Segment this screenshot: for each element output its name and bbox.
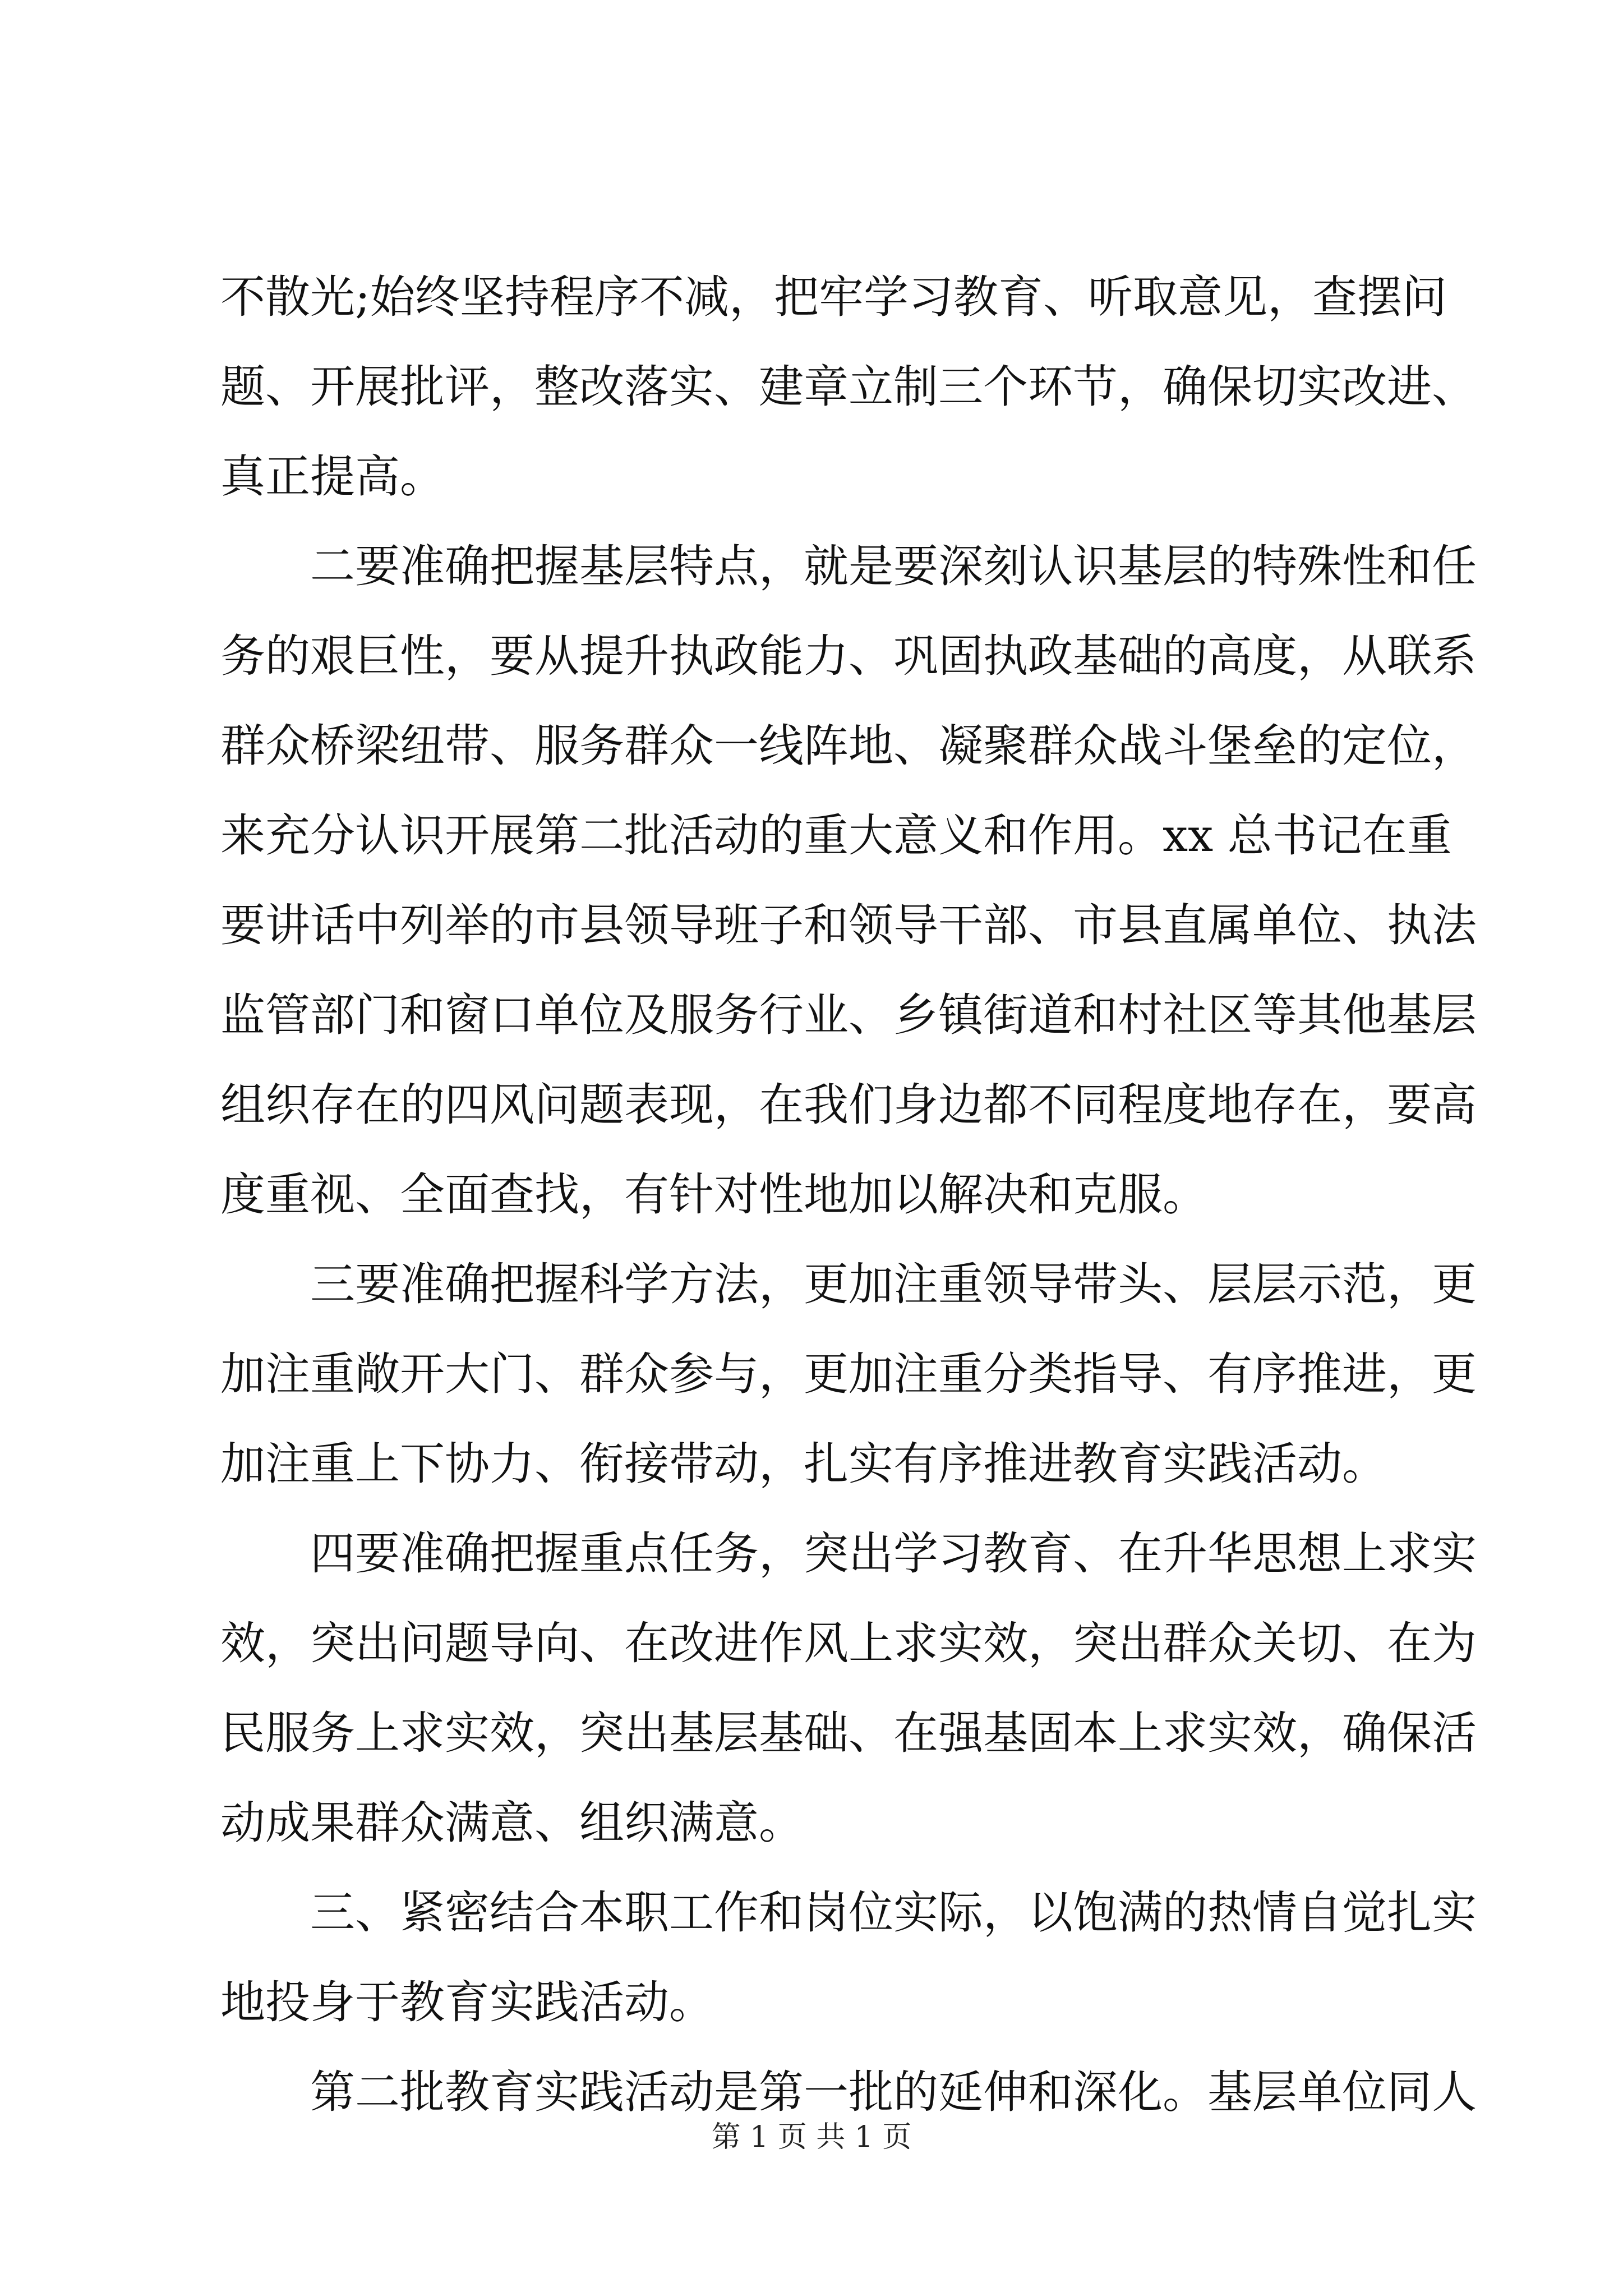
text-line: 民服务上求实效，突出基层基础、在强基固本上求实效，确保活 — [220, 1707, 1477, 1759]
text-line: 效，突出问题导向、在改进作风上求实效，突出群众关切、在为 — [220, 1617, 1477, 1669]
text-line: 度重视、全面查找，有针对性地加以解决和克服。 — [220, 1168, 1207, 1221]
text-line: 动成果群众满意、组织满意。 — [220, 1797, 804, 1849]
text-line: 三、紧密结合本职工作和岗位实际，以饱满的热情自觉扎实 — [310, 1887, 1477, 1939]
text-line: 加注重上下协力、衔接带动，扎实有序推进教育实践活动。 — [220, 1438, 1387, 1490]
text-line: 四要准确把握重点任务，突出学习教育、在升华思想上求实 — [310, 1527, 1477, 1580]
page-footer: 第 1 页 共 1 页 — [711, 2120, 912, 2154]
text-line: 地投身于教育实践活动。 — [220, 1976, 714, 2028]
text-line: 加注重敞开大门、群众参与，更加注重分类指导、有序推进，更 — [220, 1348, 1477, 1400]
text-line: 监管部门和窗口单位及服务行业、乡镇街道和村社区等其他基层 — [220, 989, 1477, 1041]
text-line: 二要准确把握基层特点，就是要深刻认识基层的特殊性和任 — [310, 540, 1477, 592]
text-line: 真正提高。 — [220, 450, 445, 503]
text-line: 题、开展批评，整改落实、建章立制三个环节，确保切实改进、 — [220, 361, 1477, 413]
text-line: 不散光;始终坚持程序不减，把牢学习教育、听取意见，查摆问 — [220, 271, 1447, 323]
text-line: 组织存在的四风问题表现，在我们身边都不同程度地存在，要高 — [220, 1079, 1477, 1131]
text-line: 来充分认识开展第二批活动的重大意义和作用。xx 总书记在重 — [220, 809, 1452, 862]
text-line: 要讲话中列举的市县领导班子和领导干部、市县直属单位、执法 — [220, 899, 1477, 951]
text-line: 第二批教育实践活动是第一批的延伸和深化。基层单位同人 — [310, 2066, 1477, 2118]
text-line: 群众桥梁纽带、服务群众一线阵地、凝聚群众战斗堡垒的定位， — [220, 720, 1477, 772]
text-line: 务的艰巨性，要从提升执政能力、巩固执政基础的高度，从联系 — [220, 630, 1477, 682]
text-line: 三要准确把握科学方法，更加注重领导带头、层层示范，更 — [310, 1258, 1477, 1310]
